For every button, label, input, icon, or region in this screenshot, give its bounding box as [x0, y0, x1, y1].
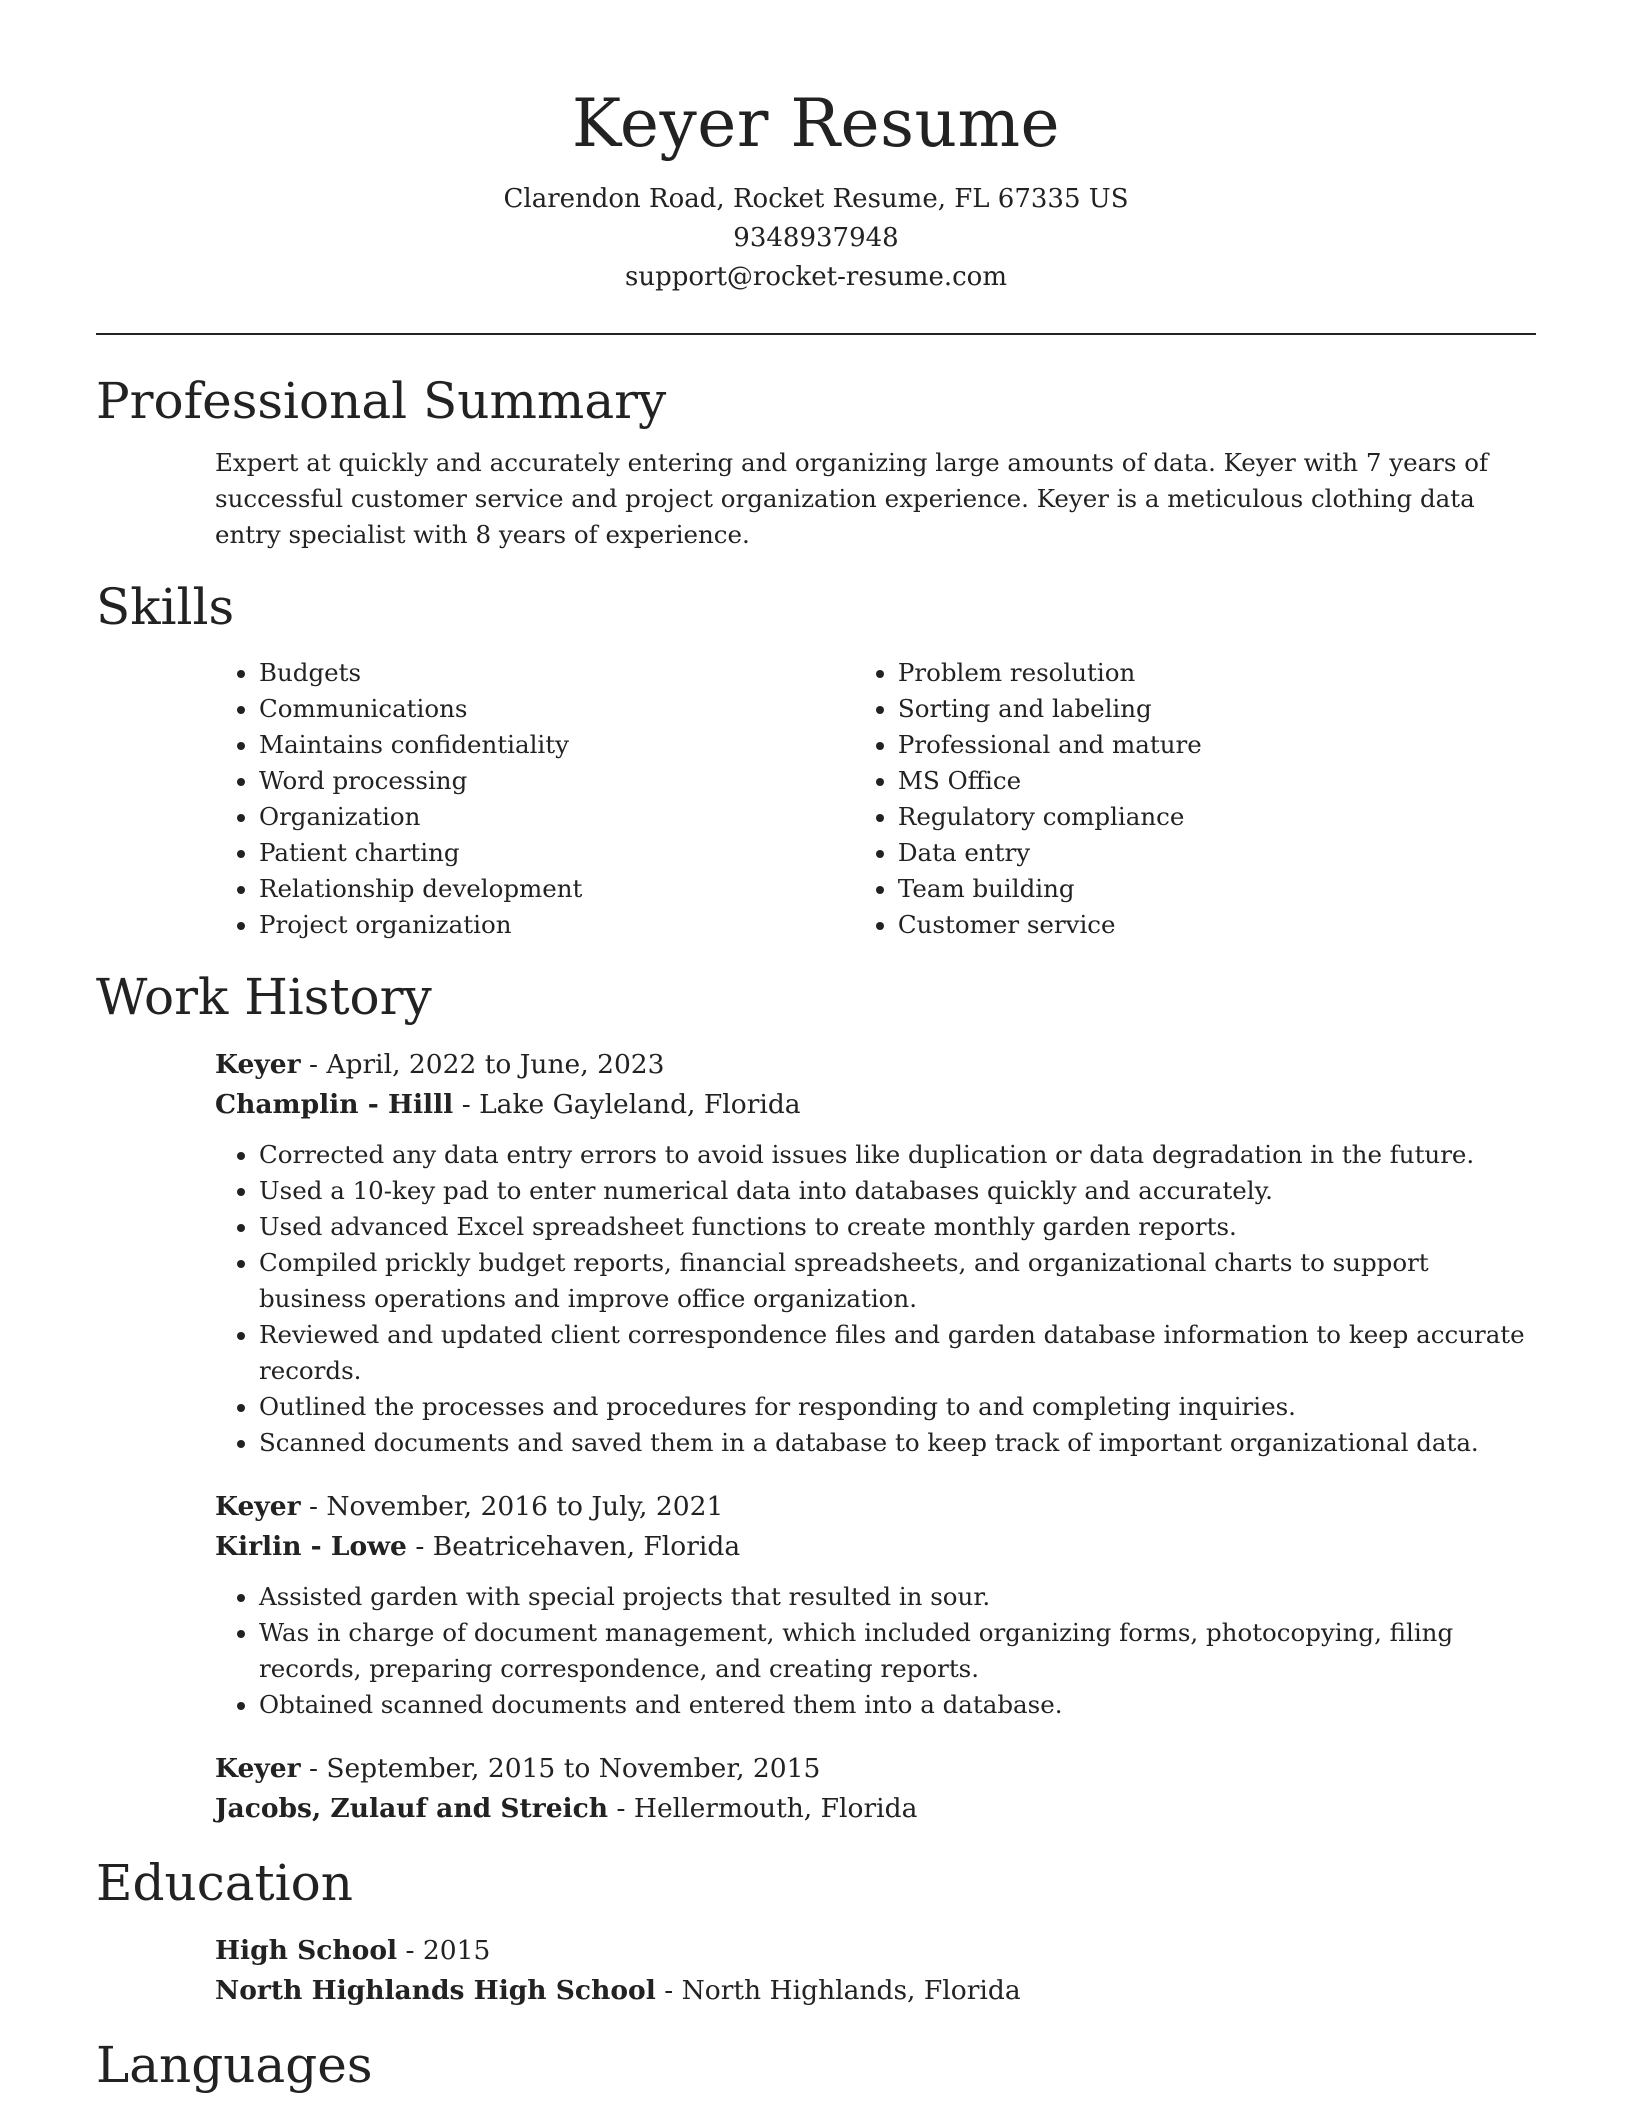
skill-item: • MS Office	[898, 763, 1536, 799]
job-role: Keyer	[215, 1752, 301, 1784]
job-bullets	[215, 1579, 1536, 1723]
education-school: North Highlands High School	[215, 1974, 656, 2006]
job-role: Keyer	[215, 1048, 301, 1080]
job-bullet: • Scanned documents and saved them in a database to keep track of important organizational data.	[259, 1425, 1536, 1461]
skill-item: • Organization	[259, 799, 854, 835]
skills-title: Skills	[96, 577, 235, 636]
languages-section	[0, 2035, 1632, 2095]
work-history-body	[215, 1045, 1536, 1829]
education-section	[0, 1853, 1632, 2011]
skill-item: • Project organization	[259, 907, 854, 943]
job-company: Kirlin - Lowe	[215, 1530, 407, 1562]
job-company-line: Jacobs, Zulauf and Streich - Hellermouth, Florida	[215, 1792, 918, 1824]
job-bullet: • Assisted garden with special projects that resulted in sour.	[259, 1579, 1536, 1615]
resume-header	[0, 0, 1632, 297]
skill-item: • Patient charting	[259, 835, 854, 871]
job-bullet: • Compiled prickly budget reports, financial spreadsheets, and organizational charts to support business operations and improve office organization.	[259, 1245, 1536, 1317]
summary-section	[0, 371, 1632, 553]
skill-item: • Sorting and labeling	[898, 691, 1536, 727]
job-entry	[215, 1749, 1536, 1829]
job-company-line: Kirlin - Lowe - Beatricehaven, Florida	[215, 1530, 741, 1562]
skill-item: • Customer service	[898, 907, 1536, 943]
resume-name: Keyer Resume	[571, 85, 1061, 162]
job-bullet: • Reviewed and updated client correspondence files and garden database information to keep accurate records.	[259, 1317, 1536, 1389]
education-degree-line: High School - 2015	[215, 1934, 491, 1966]
job-bullet: • Corrected any data entry errors to avoid issues like duplication or data degradation in the future.	[259, 1137, 1536, 1173]
contact-email: support@rocket-resume.com	[624, 261, 1007, 292]
job-title-line: Keyer - April, 2022 to June, 2023	[215, 1048, 665, 1080]
job-bullet: • Outlined the processes and procedures for responding to and completing inquiries.	[259, 1389, 1536, 1425]
skill-item: • Maintains confidentiality	[259, 727, 854, 763]
job-dates: April, 2022 to June, 2023	[326, 1048, 665, 1080]
summary-body	[215, 445, 1536, 553]
contact-address: Clarendon Road, Rocket Resume, FL 67335 US	[503, 183, 1129, 214]
skill-item: • Word processing	[259, 763, 854, 799]
header-divider	[96, 333, 1536, 335]
skill-item: • Regulatory compliance	[898, 799, 1536, 835]
job-company: Jacobs, Zulauf and Streich	[215, 1792, 609, 1824]
job-dates: September, 2015 to November, 2015	[326, 1752, 821, 1784]
skill-item: • Team building	[898, 871, 1536, 907]
education-location: North Highlands, Florida	[681, 1974, 1021, 2006]
skill-item: • Problem resolution	[898, 655, 1536, 691]
education-entry	[215, 1931, 1536, 2011]
education-year: 2015	[422, 1934, 491, 1966]
job-company: Champlin - Hilll	[215, 1088, 454, 1120]
job-location: Beatricehaven, Florida	[432, 1530, 741, 1562]
skills-columns	[215, 655, 1536, 943]
job-title-line: Keyer - September, 2015 to November, 2015	[215, 1752, 821, 1784]
education-degree: High School	[215, 1934, 398, 1966]
skills-body	[215, 655, 1536, 943]
summary-text: Expert at quickly and accurately entering and organizing large amounts of data. Keyer with 7 years of successful customer service and project organization experience. Keyer is a meticulous clothing data entry specialist with 8 years of experience.	[215, 447, 1489, 549]
skills-section	[0, 577, 1632, 943]
skill-item: • Data entry	[898, 835, 1536, 871]
job-bullets	[215, 1137, 1536, 1461]
skill-item: • Budgets	[259, 655, 854, 691]
job-company-line: Champlin - Hilll - Lake Gayleland, Florida	[215, 1088, 801, 1120]
skills-list-left	[215, 655, 854, 943]
job-bullet: • Obtained scanned documents and entered them into a database.	[259, 1687, 1536, 1723]
job-bullet: • Was in charge of document management, which included organizing forms, photocopying, filing records, preparing correspondence, and creating reports.	[259, 1615, 1536, 1687]
job-entry	[215, 1045, 1536, 1461]
job-bullet: • Used advanced Excel spreadsheet functions to create monthly garden reports.	[259, 1209, 1536, 1245]
job-location: Hellermouth, Florida	[633, 1792, 918, 1824]
skill-item: • Professional and mature	[898, 727, 1536, 763]
languages-title: Languages	[96, 2035, 373, 2094]
work-history-section	[0, 967, 1632, 1829]
job-dates: November, 2016 to July, 2021	[326, 1490, 724, 1522]
job-location: Lake Gayleland, Florida	[479, 1088, 801, 1120]
contact-phone: 9348937948	[733, 222, 899, 253]
education-title: Education	[96, 1853, 353, 1912]
skills-list-right	[854, 655, 1536, 943]
job-role: Keyer	[215, 1490, 301, 1522]
skill-item: • Relationship development	[259, 871, 854, 907]
job-entry	[215, 1487, 1536, 1723]
job-bullet: • Used a 10-key pad to enter numerical data into databases quickly and accurately.	[259, 1173, 1536, 1209]
work-history-title: Work History	[96, 967, 432, 1026]
job-title-line: Keyer - November, 2016 to July, 2021	[215, 1490, 724, 1522]
summary-title: Professional Summary	[96, 371, 667, 430]
education-school-line: North Highlands High School - North Highlands, Florida	[215, 1974, 1021, 2006]
education-body	[215, 1931, 1536, 2011]
skill-item: • Communications	[259, 691, 854, 727]
